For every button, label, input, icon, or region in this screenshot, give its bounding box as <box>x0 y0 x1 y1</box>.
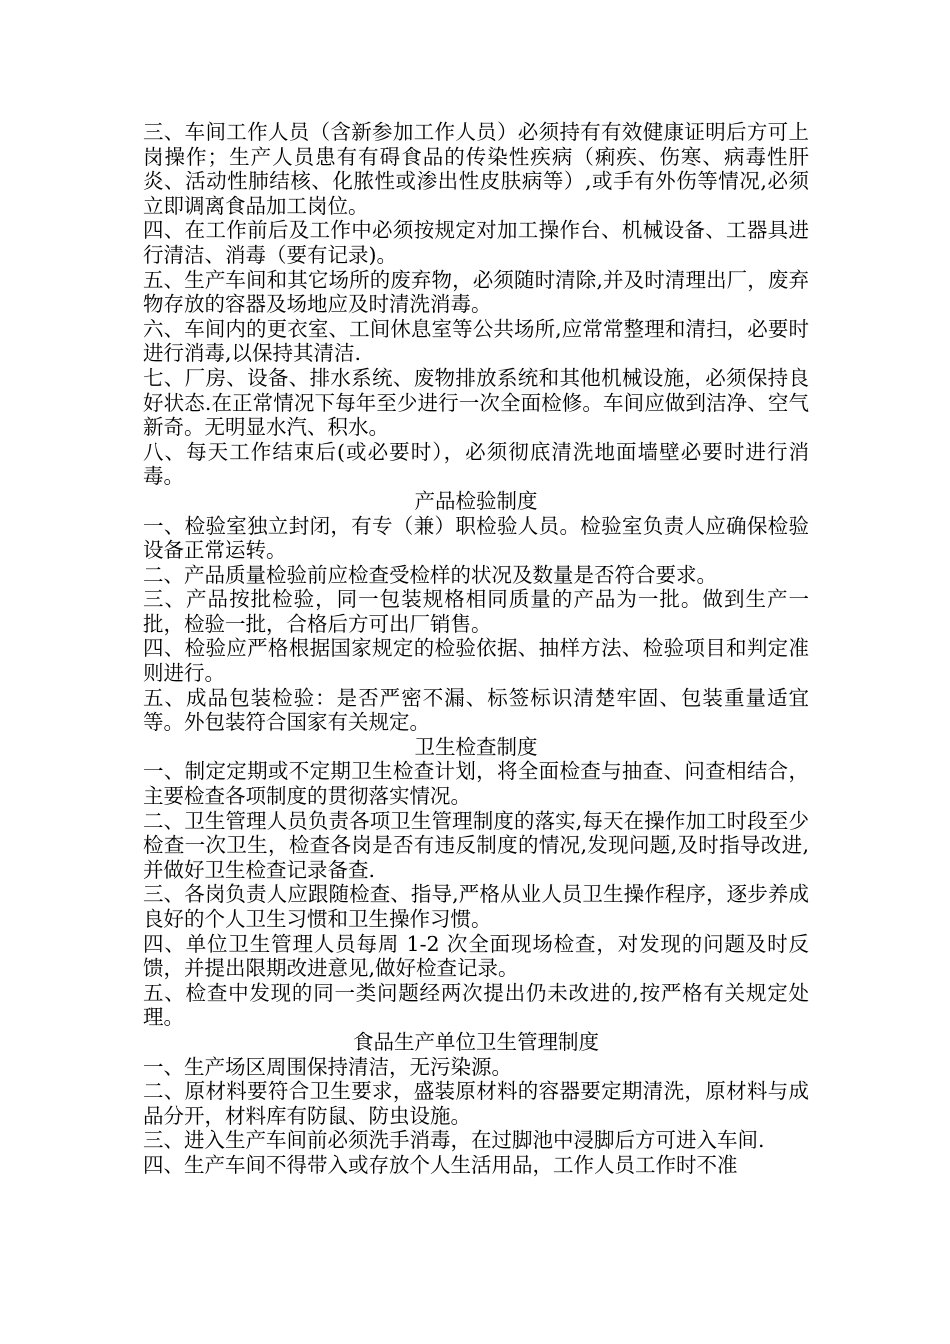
paragraph: 六、车间内的更衣室、工间休息室等公共场所,应常常整理和清扫，必要时进行消毒,以保持其清洁. <box>143 316 809 366</box>
section-heading: 卫生检查制度 <box>414 734 538 759</box>
section-workshop-hygiene <box>143 120 809 489</box>
paragraph: 八、每天工作结束后(或必要时），必须彻底清洗地面墙壁必要时进行消毒。 <box>143 439 809 489</box>
paragraph: 三、车间工作人员（含新参加工作人员）必须持有有效健康证明后方可上岗操作；生产人员患有有碍食品的传染性疾病（痢疾、伤寒、病毒性肝炎、活动性肺结核、化脓性或渗出性皮肤病等）,或手有外伤等情况,必须立即调离食品加工岗位。 <box>143 120 809 218</box>
section-heading: 食品生产单位卫生管理制度 <box>353 1029 599 1054</box>
paragraph: 四、单位卫生管理人员每周 1-2 次全面现场检查，对发现的问题及时反馈，并提出限期改进意见,做好检查记录。 <box>143 931 809 981</box>
section-product-inspection <box>143 489 809 735</box>
document-page <box>143 120 809 1178</box>
paragraph: 五、检查中发现的同一类问题经两次提出仍未改进的,按严格有关规定处理。 <box>143 980 809 1030</box>
paragraph: 二、原材料要符合卫生要求，盛装原材料的容器要定期清洗，原材料与成品分开，材料库有防鼠、防虫设施。 <box>143 1079 809 1128</box>
section-food-unit-hygiene <box>143 1030 809 1178</box>
paragraph: 一、检验室独立封闭，有专（兼）职检验人员。检验室负责人应确保检验设备正常运转。 <box>143 513 809 563</box>
paragraph: 一、制定定期或不定期卫生检查计划，将全面检查与抽查、问查相结合，主要检查各项制度的贯彻落实情况。 <box>143 759 809 809</box>
paragraph: 五、生产车间和其它场所的废弃物，必须随时清除,并及时清理出厂，废弃物存放的容器及场地应及时清洗消毒。 <box>143 267 809 317</box>
paragraph: 四、检验应严格根据国家规定的检验依据、抽样方法、检验项目和判定准则进行。 <box>143 636 809 686</box>
paragraph: 四、在工作前后及工作中必须按规定对加工操作台、机械设备、工器具进行清洁、消毒（要有记录)。 <box>143 218 809 267</box>
paragraph: 三、各岗负责人应跟随检查、指导,严格从业人员卫生操作程序，逐步养成良好的个人卫生习惯和卫生操作习惯。 <box>143 882 809 931</box>
paragraph: 二、卫生管理人员负责各项卫生管理制度的落实,每天在操作加工时段至少检查一次卫生，检查各岗是否有违反制度的情况,发现问题,及时指导改进,并做好卫生检查记录备查. <box>143 808 809 882</box>
paragraph: 三、进入生产车间前必须洗手消毒，在过脚池中浸脚后方可进入车间. <box>143 1128 765 1153</box>
section-hygiene-check <box>143 735 809 1030</box>
paragraph: 七、厂房、设备、排水系统、废物排放系统和其他机械设施，必须保持良好状态.在正常情况下每年至少进行一次全面检修。车间应做到洁净、空气新奇。无明显水汽、积水。 <box>143 365 809 440</box>
paragraph: 一、生产场区周围保持清洁，无污染源。 <box>143 1054 512 1079</box>
paragraph: 二、产品质量检验前应检查受检样的状况及数量是否符合要求。 <box>143 562 717 587</box>
paragraph: 三、产品按批检验，同一包装规格相同质量的产品为一批。做到生产一批，检验一批，合格后方可出厂销售。 <box>143 587 809 636</box>
paragraph: 四、生产车间不得带入或存放个人生活用品，工作人员工作时不准 <box>143 1152 738 1177</box>
section-heading: 产品检验制度 <box>414 488 538 513</box>
paragraph: 五、成品包装检验：是否严密不漏、标签标识清楚牢固、包装重量适宜等。外包装符合国家有关规定。 <box>143 685 809 735</box>
